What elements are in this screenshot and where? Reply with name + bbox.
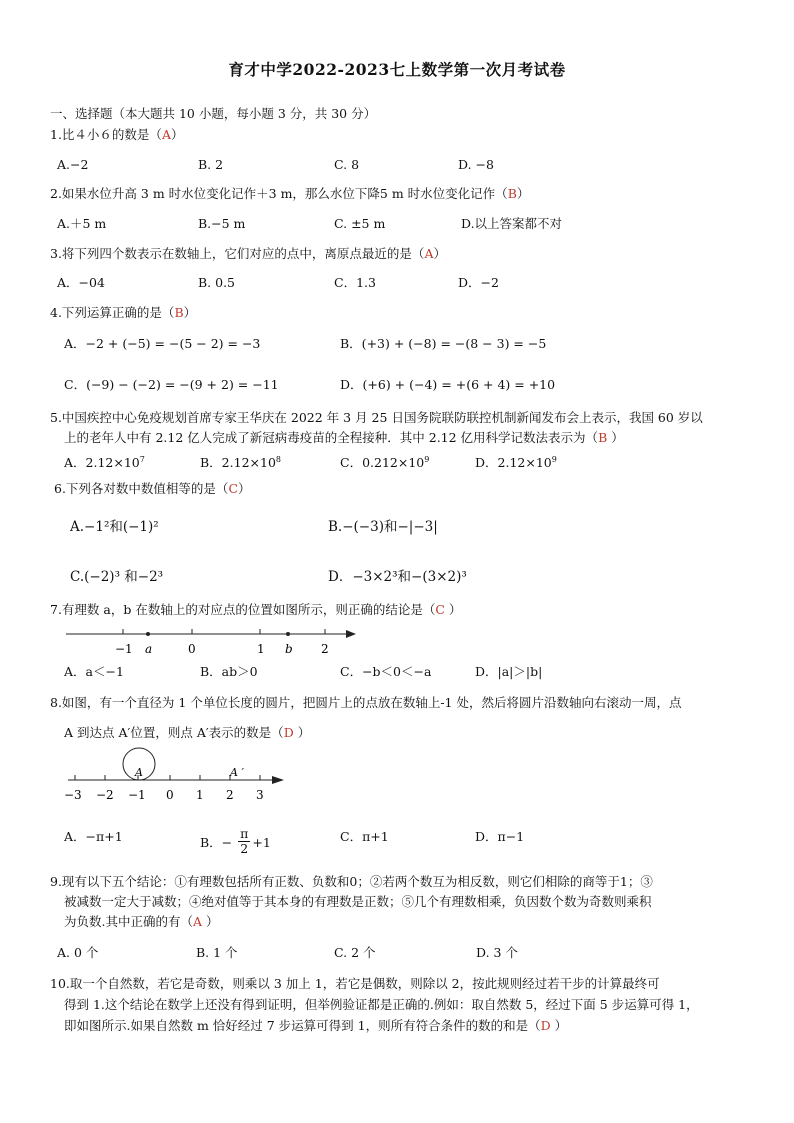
label-neg1: −1	[115, 642, 133, 656]
question-10-line3: 即如图所示.如果自然数 m 恰好经过 7 步运算可得到 1，则所有符合条件的数的和是（D ）	[64, 1018, 568, 1033]
fraction-numerator: π	[240, 826, 249, 841]
option-d: D．$2.12\times 10^9$	[475, 455, 557, 471]
option-a: A．a＜−1	[64, 664, 124, 679]
answer-mark: D	[540, 1018, 551, 1033]
axis-arrow-icon	[346, 630, 356, 638]
option-b: B. 0.5	[198, 275, 236, 290]
answer-mark: B	[507, 186, 517, 201]
label-a: a	[145, 642, 153, 656]
question-9-line2: 被减数一定大于减数；④绝对值等于其本身的有理数是正数；⑤几个有理数相乘，负因数个数为奇数则乘积	[64, 894, 652, 909]
option-b: B.−5 m	[198, 216, 246, 231]
point-b	[286, 632, 290, 636]
option-c: C．−b＜0＜−a	[340, 664, 432, 679]
question-stem: 3.将下列四个数表示在数轴上，它们对应的点中，离原点最近的是（	[50, 246, 425, 261]
question-6: 6.下列各对数中数值相等的是（C）	[54, 481, 251, 496]
question-8-line2: A 到达点 A′位置，则点 A′表示的数是（D ）	[64, 725, 311, 740]
answer-mark: A	[192, 914, 203, 929]
option-d: D．(+6) + (−4) = +(6 + 4) = +10	[340, 377, 556, 392]
axis-arrow-icon	[272, 776, 284, 784]
question-9-line3: 为负数.其中正确的有（A ）	[64, 914, 219, 929]
svg-text:−3: −3	[64, 788, 82, 802]
option-a: A．−04	[57, 275, 105, 290]
option-d: D．−3×2³和−(3×2)³	[328, 569, 467, 585]
option-d: D．−2	[458, 275, 499, 290]
svg-text:2: 2	[226, 788, 234, 802]
question-7: 7.有理数 a，b 在数轴上的对应点的位置如图所示，则正确的结论是（C ）	[50, 602, 462, 617]
label-0: 0	[188, 642, 196, 656]
option-d: D.以上答案都不对	[461, 216, 563, 231]
fraction-denominator: 2	[240, 841, 249, 856]
answer-mark: A	[161, 127, 171, 142]
option-b: B. 1 个	[196, 945, 238, 960]
option-b: B．(+3) + (−8) = −(8 − 3) = −5	[340, 336, 547, 351]
option-d: D. −8	[458, 157, 494, 172]
option-c: C.(−2)³ 和−2³	[70, 569, 164, 585]
option-a: A.＋5 m	[57, 216, 107, 231]
question-stem: 7.有理数 a，b 在数轴上的对应点的位置如图所示，则正确的结论是（	[50, 602, 436, 617]
option-c: C. 8	[334, 157, 360, 172]
question-4: 4.下列运算正确的是（B）	[50, 305, 197, 320]
option-c: C．π+1	[340, 829, 389, 844]
option-b: B．− $\frac{\pi}{2}$ +1	[200, 826, 271, 856]
option-d: D．π−1	[475, 829, 525, 844]
option-a: A.−2	[57, 157, 89, 172]
label-b: b	[285, 642, 293, 656]
label-point-a: A	[135, 766, 143, 779]
question-stem: 4.下列运算正确的是（	[50, 305, 175, 320]
answer-mark: B	[598, 430, 608, 445]
option-b: B．$2.12\times 10^8$	[200, 455, 281, 471]
question-10-line2: 得到 1.这个结论在数学上还没有得到证明，但举例验证都是正确的.例如：取自然数 5，经过下面 5 步运算可得 1，	[64, 997, 699, 1012]
question-stem: 1.比４小６的数是（	[50, 127, 162, 142]
answer-mark: A	[424, 246, 434, 261]
option-a: A．−π+1	[64, 829, 123, 844]
question-5-line2: 上的老年人中有 2.12 亿人完成了新冠病毒疫苗的全程接种．其中 2.12 亿用科学记数法表示为（B ）	[64, 430, 624, 445]
question-9-line1: 9.现有以下五个结论：①有理数包括所有正数、负数和0；②若两个数互为相反数，则它们相除的商等于1；③	[50, 874, 653, 889]
svg-text:−2: −2	[96, 788, 114, 802]
question-stem: 2.如果水位升高 3 m 时水位变化记作＋3 m，那么水位下降5 m 时水位变化记作（	[50, 186, 508, 201]
svg-text:−1: −1	[128, 788, 146, 802]
question-stem: 6.下列各对数中数值相等的是（	[54, 481, 229, 496]
option-c: C. ±5 m	[334, 216, 386, 231]
page-title: 育才中学2022-2023七上数学第一次月考试卷	[228, 60, 566, 79]
answer-mark: C	[435, 602, 445, 617]
option-d: D. 3 个	[476, 945, 518, 960]
svg-text:3: 3	[256, 788, 264, 802]
option-c: C. 2 个	[334, 945, 376, 960]
number-line-q8	[60, 746, 300, 804]
option-c: C．(−9) − (−2) = −(9 + 2) = −11	[64, 377, 279, 392]
option-a: A. 0 个	[57, 945, 99, 960]
option-c: C．$0.212\times 10^9$	[340, 455, 430, 471]
option-b: B.−(−3)和−|−3|	[328, 519, 438, 535]
option-b: B．ab＞0	[200, 664, 258, 679]
label-1: 1	[257, 642, 265, 656]
question-1: 1.比４小６的数是（A）	[50, 127, 184, 142]
svg-text:1: 1	[196, 788, 204, 802]
question-3: 3.将下列四个数表示在数轴上，它们对应的点中，离原点最近的是（A）	[50, 246, 446, 261]
question-10-line1: 10.取一个自然数，若它是奇数，则乘以 3 加上 1，若它是偶数，则除以 2，按此规则经过若干步的计算最终可	[50, 976, 660, 991]
question-2: 2.如果水位升高 3 m 时水位变化记作＋3 m，那么水位下降5 m 时水位变化记作（B）	[50, 186, 530, 201]
number-line-q7	[60, 624, 370, 658]
label-point-a-prime: A ′	[230, 766, 244, 779]
option-a: A．$2.12\times 10^7$	[64, 455, 145, 471]
svg-text:0: 0	[166, 788, 174, 802]
point-a	[146, 632, 150, 636]
answer-mark: C	[228, 481, 239, 496]
option-c: C．1.3	[334, 275, 376, 290]
option-a: A.−1²和(−1)²	[70, 519, 159, 535]
answer-mark: D	[283, 725, 294, 740]
answer-mark: B	[174, 305, 184, 320]
question-8-line1: 8.如图，有一个直径为 1 个单位长度的圆片，把圆片上的点放在数轴上-1 处，然后将圆片沿数轴向右滚动一周，点	[50, 695, 682, 710]
option-a: A．−2 + (−5) = −(5 − 2) = −3	[64, 336, 261, 351]
question-5-line1: 5.中国疾控中心免疫规划首席专家王华庆在 2022 年 3 月 25 日国务院联防联控机制新闻发布会上表示，我国 60 岁以	[50, 410, 703, 425]
option-b: B. 2	[198, 157, 224, 172]
option-d: D．|a|＞|b|	[475, 664, 543, 679]
section-heading: 一、选择题（本大题共 10 小题，每小题 3 分，共 30 分）	[50, 106, 377, 121]
label-2: 2	[321, 642, 329, 656]
